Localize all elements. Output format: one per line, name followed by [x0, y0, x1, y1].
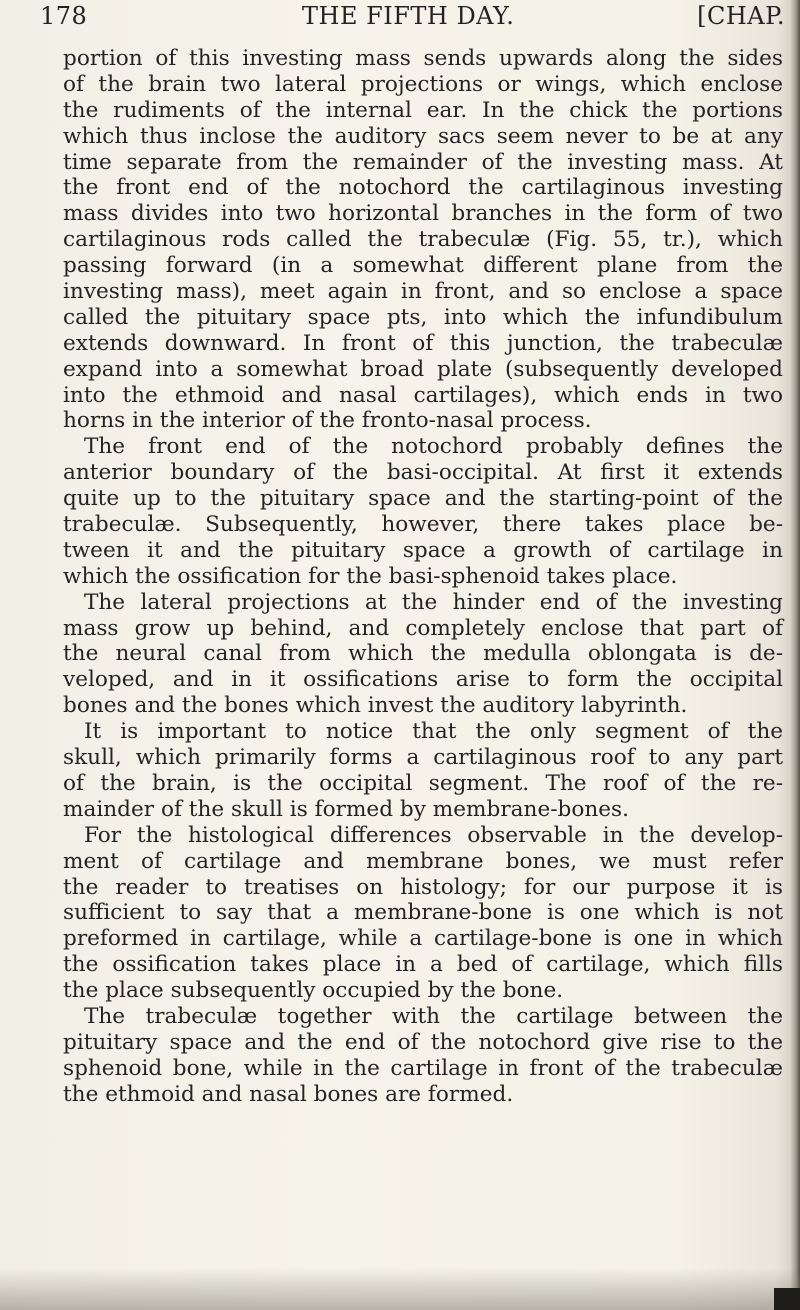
text-line: quite up to the pituitary space and the starting-point of the	[63, 486, 783, 512]
paragraph-end-line: the place subsequently occupied by the bone.	[63, 978, 564, 1004]
paragraph-end-line: horns in the interior of the fronto-nasal process.	[63, 408, 592, 434]
paragraph-first-line: It is important to notice that the only segment of the	[84, 719, 783, 745]
text-line: anterior boundary of the basi-occipital. At first it extends	[63, 460, 783, 486]
scan-shadow	[0, 1268, 800, 1310]
text-line: of the brain two lateral projections or wings, which enclose	[63, 71, 783, 97]
text-line: veloped, and in it ossifications arise to form the occipital	[63, 667, 783, 693]
text-line: preformed in cartilage, while a cartilage-bone is one in which	[63, 926, 783, 952]
text-line: expand into a somewhat broad plate (subsequently developed	[63, 356, 783, 382]
text-line: the neural canal from which the medulla oblongata is de-	[63, 641, 783, 667]
body-text	[63, 46, 783, 1108]
text-line: mass divides into two horizontal branches in the form of two	[63, 201, 783, 227]
paragraph-first-line: The lateral projections at the hinder end of the investing	[84, 589, 783, 615]
running-head	[40, 2, 785, 38]
page-edge-shadow	[790, 0, 800, 1310]
paragraph-first-line: For the histological differences observable in the develop-	[84, 822, 783, 848]
paragraph-first-line: The front end of the notochord probably defines the	[84, 434, 783, 460]
text-line: portion of this investing mass sends upwards along the sides	[63, 46, 783, 71]
text-line: mass grow up behind, and completely enclose that part of	[63, 615, 783, 641]
paragraph-end-line: mainder of the skull is formed by membrane-bones.	[63, 796, 629, 822]
text-line: ment of cartilage and membrane bones, we must refer	[63, 848, 783, 874]
text-line: cartilaginous rods called the trabeculæ (Fig. 55, tr.), which	[63, 227, 783, 253]
text-line: passing forward (in a somewhat different plane from the	[63, 253, 783, 279]
running-title: THE FIFTH DAY.	[302, 2, 515, 30]
text-line: sphenoid bone, while in the cartilage in front of the trabeculæ	[63, 1055, 783, 1081]
text-line: extends downward. In front of this junction, the trabeculæ	[63, 330, 783, 356]
text-line: skull, which primarily forms a cartilaginous roof to any part	[63, 745, 783, 771]
text-line: pituitary space and the end of the notochord give rise to the	[63, 1029, 783, 1055]
text-line: the ossification takes place in a bed of cartilage, which fills	[63, 952, 783, 978]
text-line: the rudiments of the internal ear. In the chick the portions	[63, 97, 783, 123]
text-line: time separate from the remainder of the investing mass. At	[63, 149, 783, 175]
page-number: 178	[40, 2, 88, 30]
chapter-label: [CHAP.	[697, 2, 785, 30]
text-line: the reader to treatises on histology; for our purpose it is	[63, 874, 783, 900]
page-corner-mark	[774, 1288, 800, 1310]
text-line: called the pituitary space pts, into which the infundibulum	[63, 304, 783, 330]
text-line: of the brain, is the occipital segment. The roof of the re-	[63, 770, 783, 796]
text-line: into the ethmoid and nasal cartilages), which ends in two	[63, 382, 783, 408]
text-line: tween it and the pituitary space a growth of cartilage in	[63, 537, 783, 563]
paragraph-end-line: bones and the bones which invest the auditory labyrinth.	[63, 693, 688, 719]
paragraph-end-line: the ethmoid and nasal bones are formed.	[63, 1081, 514, 1107]
paragraph-end-line: which the ossification for the basi-sphenoid takes place.	[63, 563, 678, 589]
text-line: which thus inclose the auditory sacs seem never to be at any	[63, 123, 783, 149]
paragraph-first-line: The trabeculæ together with the cartilage between the	[84, 1003, 783, 1029]
text-line: sufficient to say that a membrane-bone is one which is not	[63, 900, 783, 926]
text-line: trabeculæ. Subsequently, however, there takes place be-	[63, 512, 783, 538]
text-line: the front end of the notochord the cartilaginous investing	[63, 175, 783, 201]
text-line: investing mass), meet again in front, and so enclose a space	[63, 279, 783, 305]
